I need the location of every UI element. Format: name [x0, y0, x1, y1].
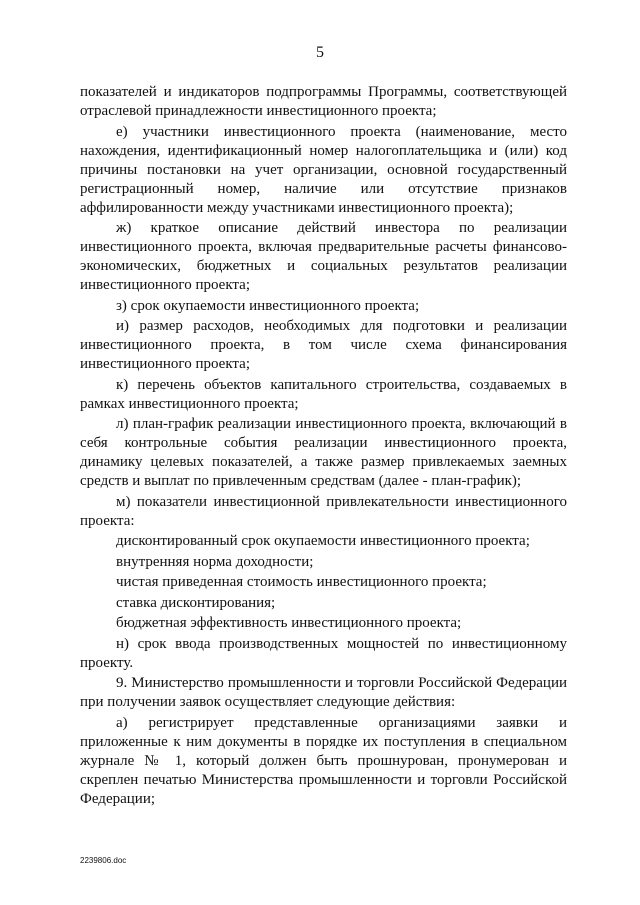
list-item: бюджетная эффективность инвестиционного проекта; [116, 615, 462, 631]
list-item: внутренняя норма доходности; [116, 553, 314, 570]
paragraph: л) план-график реализации инвестиционного проекта, включающий в себя контрольные события реализации инвестиционного проекта, динамику целевых показателей, а также размер привлекаемых заемных средств и выплат по привлеченным средствам (далее - план-график); [80, 416, 567, 489]
paragraph: показателей и индикаторов подпрограммы Программы, соответствующей отраслевой принадлежности инвестиционного проекта; [80, 84, 567, 119]
paragraph: н) срок ввода производственных мощностей по инвестиционному проекту. [80, 635, 567, 671]
list-item: ставка дисконтирования; [116, 594, 276, 611]
paragraph: ж) краткое описание действий инвестора по реализации инвестиционного проекта, включая предварительные расчеты финансово-экономических, бюджетных и социальных результатов реализации инвестиционного проекта; [80, 220, 567, 293]
paragraph: а) регистрирует представленные организациями заявки и приложенные к ним документы в порядке их поступления в специальном журнале № 1, который должен быть прошнурован, пронумерован и скреплен печатью Министерства промышленности и торговли Российской Федерации; [80, 714, 567, 807]
paragraph: к) перечень объектов капитального строительства, создаваемых в рамках инвестиционного проекта; [80, 376, 567, 412]
list-item: чистая приведенная стоимость инвестиционного проекта; [116, 574, 487, 590]
paragraph: 9. Министерство промышленности и торговли Российской Федерации при получении заявок осуществляет следующие действия: [80, 675, 567, 710]
paragraph: з) срок окупаемости инвестиционного проекта; [116, 297, 420, 314]
page-number: 5 [316, 44, 324, 61]
document-body [80, 83, 567, 809]
paragraph: м) показатели инвестиционной привлекательности инвестиционного проекта: [80, 493, 567, 529]
paragraph: и) размер расходов, необходимых для подготовки и реализации инвестиционного проекта, в том числе схема финансирования инвестиционного проекта; [80, 318, 567, 372]
list-item: дисконтированный срок окупаемости инвестиционного проекта; [116, 533, 530, 549]
document-filename: 2239806.doc [80, 856, 127, 865]
paragraph: е) участники инвестиционного проекта (наименование, место нахождения, идентификационный номер налогоплательщика и (или) код причины постановки на учет организации, основной государственный регистрационный номер, наличие или отсутствие признаков аффилированности между участниками инвестиционного проекта); [80, 123, 567, 216]
